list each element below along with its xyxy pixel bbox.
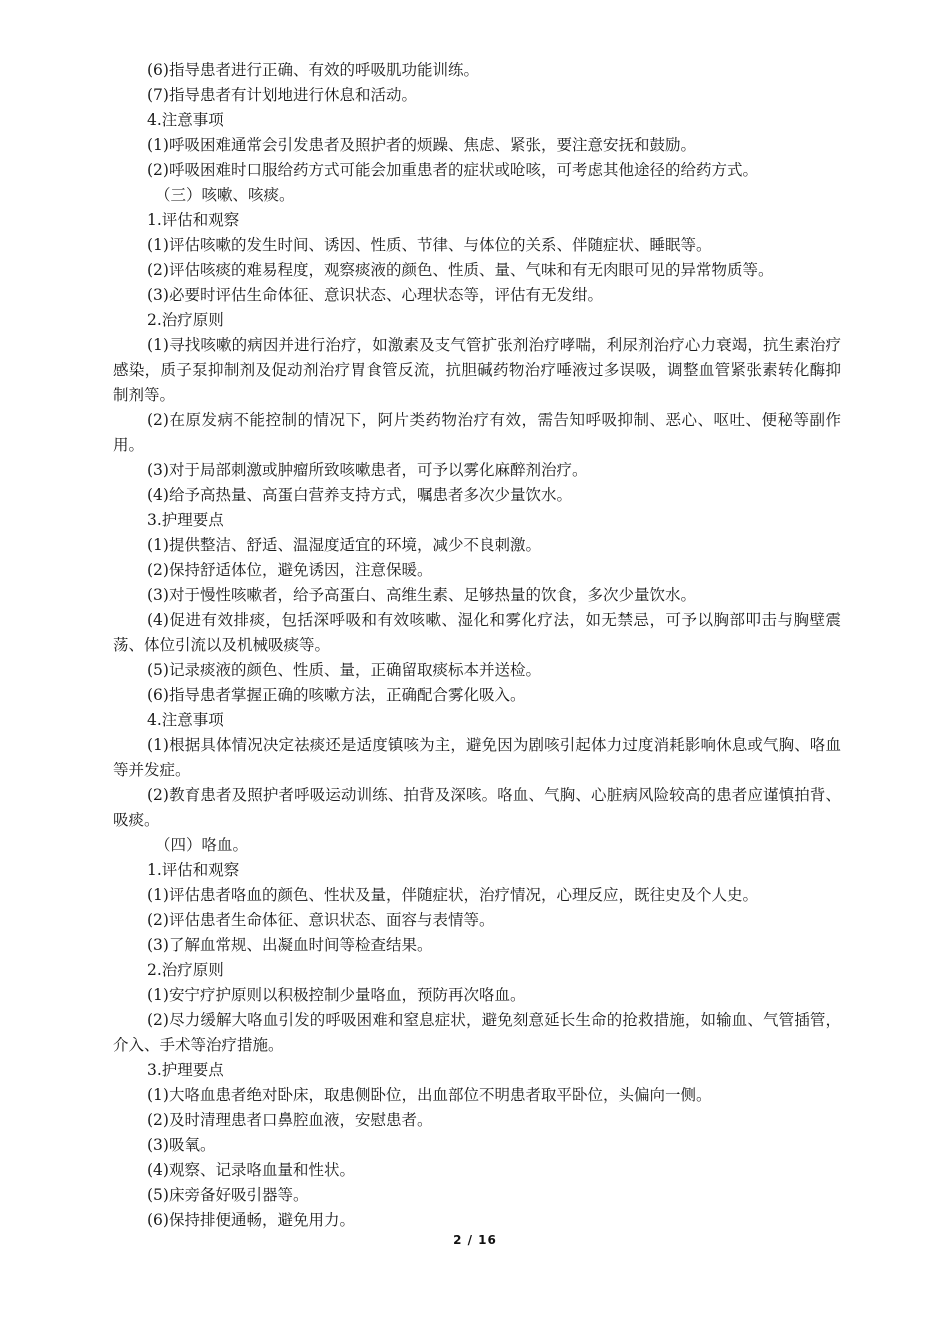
- list-item: (1)提供整洁、舒适、温湿度适宜的环境，减少不良刺激。: [147, 536, 541, 554]
- paragraph: (2)在原发病不能控制的情况下，阿片类药物治疗有效，需告知呼吸抑制、恶心、呕吐、便秘等副作用。: [113, 411, 841, 454]
- list-item: (1)评估咳嗽的发生时间、诱因、性质、节律、与体位的关系、伴随症状、睡眠等。: [147, 236, 712, 254]
- subsection-heading: 4.注意事项: [147, 111, 224, 129]
- paragraph: (4)促进有效排痰，包括深呼吸和有效咳嗽、湿化和雾化疗法，如无禁忌，可予以胸部叩击与胸壁震荡、体位引流以及机械吸痰等。: [113, 611, 841, 654]
- list-item: (3)了解血常规、出凝血时间等检查结果。: [147, 936, 433, 954]
- list-item: (1)大咯血患者绝对卧床，取患侧卧位，出血部位不明患者取平卧位，头偏向一侧。: [147, 1086, 712, 1104]
- list-item: (2)呼吸困难时口服给药方式可能会加重患者的症状或呛咳，可考虑其他途径的给药方式。: [147, 161, 758, 179]
- subsection-heading: 4.注意事项: [147, 711, 224, 729]
- list-item: (3)对于慢性咳嗽者，给予高蛋白、高维生素、足够热量的饮食，多次少量饮水。: [147, 586, 696, 604]
- list-item: (6)保持排便通畅，避免用力。: [147, 1211, 355, 1229]
- subsection-heading: 1.评估和观察: [147, 861, 240, 879]
- subsection-heading: 1.评估和观察: [147, 211, 240, 229]
- subsection-heading: 2.治疗原则: [147, 311, 224, 329]
- list-item: (5)记录痰液的颜色、性质、量，正确留取痰标本并送检。: [147, 661, 541, 679]
- section-heading: （三）咳嗽、咳痰。: [155, 186, 295, 204]
- page-number: 2 / 16: [453, 1233, 497, 1247]
- list-item: (3)吸氧。: [147, 1136, 216, 1154]
- list-item: (3)必要时评估生命体征、意识状态、心理状态等，评估有无发绀。: [147, 286, 603, 304]
- list-item: (3)对于局部刺激或肿瘤所致咳嗽患者，可予以雾化麻醉剂治疗。: [147, 461, 588, 479]
- paragraph: (2)教育患者及照护者呼吸运动训练、拍背及深咳。咯血、气胸、心脏病风险较高的患者应谨慎拍背、吸痰。: [113, 786, 841, 829]
- list-item: (5)床旁备好吸引器等。: [147, 1186, 309, 1204]
- paragraph: (1)根据具体情况决定祛痰还是适度镇咳为主，避免因为剧咳引起体力过度消耗影响休息或气胸、咯血等并发症。: [113, 736, 841, 779]
- paragraph: (2)尽力缓解大咯血引发的呼吸困难和窒息症状，避免刻意延长生命的抢救措施，如输血、气管插管，介入、手术等治疗措施。: [113, 1011, 841, 1054]
- paragraph: (1)寻找咳嗽的病因并进行治疗，如激素及支气管扩张剂治疗哮喘，利尿剂治疗心力衰竭，抗生素治疗感染，质子泵抑制剂及促动剂治疗胃食管反流，抗胆碱药物治疗唾液过多误吸，调整血管紧张素转化酶抑制剂等。: [113, 336, 841, 404]
- list-item: (1)评估患者咯血的颜色、性状及量，伴随症状，治疗情况，心理反应，既往史及个人史。: [147, 886, 758, 904]
- list-item: (1)呼吸困难通常会引发患者及照护者的烦躁、焦虑、紧张，要注意安抚和鼓励。: [147, 136, 696, 154]
- list-item: (2)评估咳痰的难易程度，观察痰液的颜色、性质、量、气味和有无肉眼可见的异常物质等。: [147, 261, 774, 279]
- list-item: (1)安宁疗护原则以积极控制少量咯血，预防再次咯血。: [147, 986, 526, 1004]
- subsection-heading: 3.护理要点: [147, 511, 224, 529]
- list-item: (2)保持舒适体位，避免诱因，注意保暖。: [147, 561, 433, 579]
- list-item: (4)给予高热量、高蛋白营养支持方式，嘱患者多次少量饮水。: [147, 486, 572, 504]
- section-heading: （四）咯血。: [155, 836, 249, 854]
- list-item: (6)指导患者进行正确、有效的呼吸肌功能训练。: [147, 61, 479, 79]
- list-item: (2)及时清理患者口鼻腔血液，安慰患者。: [147, 1111, 433, 1129]
- list-item: (2)评估患者生命体征、意识状态、面容与表情等。: [147, 911, 495, 929]
- list-item: (7)指导患者有计划地进行休息和活动。: [147, 86, 417, 104]
- document-body: [113, 58, 841, 1233]
- subsection-heading: 3.护理要点: [147, 1061, 224, 1079]
- subsection-heading: 2.治疗原则: [147, 961, 224, 979]
- list-item: (4)观察、记录咯血量和性状。: [147, 1161, 355, 1179]
- list-item: (6)指导患者掌握正确的咳嗽方法，正确配合雾化吸入。: [147, 686, 526, 704]
